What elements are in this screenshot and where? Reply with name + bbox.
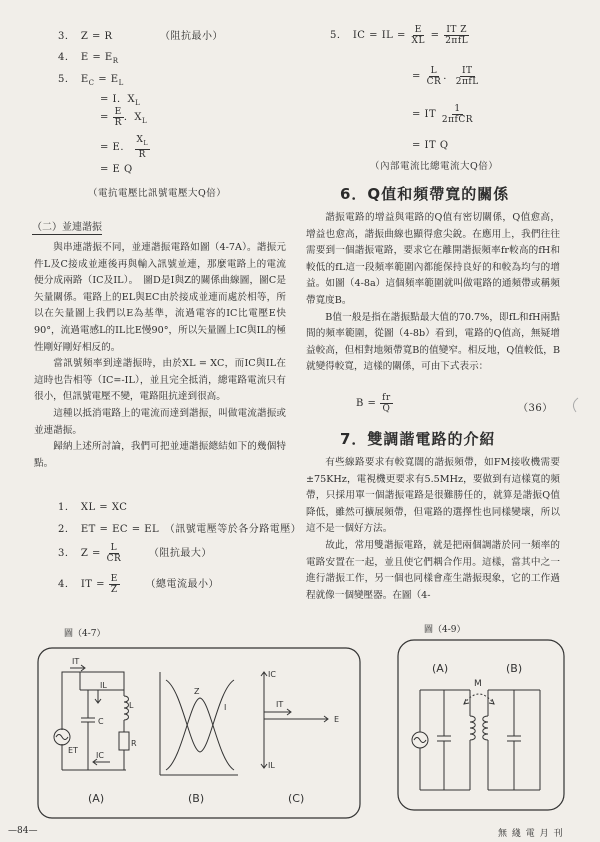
eq5a-text: 5． E (58, 74, 89, 85)
left-source-wave (414, 738, 426, 743)
fig49-label-b: (B) (506, 662, 523, 675)
label-z: Z (194, 687, 200, 696)
resistor (119, 732, 129, 750)
eq3-note: （阻抗最小） (160, 31, 223, 42)
formula-number: （36） (518, 403, 553, 414)
fig49-label-a: (A) (432, 662, 449, 675)
section6-heading: 6．Q值和頻帶寬的關係 (340, 185, 510, 203)
r2-pre: = (412, 71, 421, 82)
r2-den1: CR (426, 77, 442, 87)
fig49-circuit (412, 690, 540, 790)
fig49-caption: 圖（4-9） (424, 625, 466, 635)
eq-note-voltage: （電抗電壓比訊號電壓大Q倍） (88, 188, 227, 199)
r3-pre: = IT (412, 109, 437, 120)
list-item-2: 2． ET = EC = EL （訊號電壓等於各分路電壓） (58, 524, 302, 535)
eq5b-sub: L (135, 99, 141, 107)
eq5d-num-sub: L (143, 139, 148, 147)
eq5c-num: E (114, 107, 122, 117)
r1-den1: XL (411, 36, 425, 46)
section7-para2: 故此，常用雙諧振電路，就是把兩個調諧於同一頻率的電路安置在一起，並且使它們耦合作用。這樣，當其中之一進行諧振工作，另一個也同樣會產生諧振現象，它的工作過程就像一個變壓器。在圖（4- (306, 539, 560, 601)
eq5d-num-x: X (136, 135, 144, 145)
label-vil: IL (268, 761, 275, 770)
r2-num2: IT (461, 66, 473, 76)
section2-para1: 與串連諧振不同，並連諧振電路如圖（4-7A）。諧振元件L及C接成並連後再與輸入訊號並連，那麼電路上的電流便分成兩路（IC及IL）。 圖D是I與Z的關係曲線圖，圖C是矢量關係。電路上的EL與EC由於接成並連而處於相等，所以在矢量圖上我們以E為基準，流過電容的IC比電壓E快90°，流過電感L的IL比E慢90°，所以矢量圖上IC與IL的極性剛好剛好相反的。 (34, 242, 286, 353)
list3-den: CR (106, 554, 122, 564)
r1-num1: E (414, 25, 422, 35)
r3-den: 2πfCR (441, 115, 474, 125)
label-vit: IT (276, 700, 284, 709)
r1-den2: 2πfL (445, 36, 469, 46)
section2-heading: （二）並連諧振 (32, 218, 102, 235)
label-panel-a: (A) (88, 792, 105, 805)
list4-den: Z (110, 585, 118, 595)
label-ve: E (334, 715, 340, 724)
section7-heading: 7．雙調諧電路的介紹 (340, 430, 496, 448)
r3-num: 1 (454, 104, 461, 114)
eq5c-post: ．X (123, 112, 142, 123)
section7-para1: 有些線路要求有較寬闊的諧振頻帶，如FM接收機需要±75KHz，電視機更要求有5.5MHz，要做到有這樣寬的頻帶，只採用單一個諧振電路是很難勝任的，就算是諧振Q值降低，雖然可擴展頻帶，但電路的選擇性也同樣變壞，所以這不是一個好方法。 (306, 457, 560, 535)
r1-eq: = (430, 30, 440, 41)
eq5e: = E Q (100, 164, 133, 175)
r2-dot: ． (443, 71, 454, 82)
eq5a-sub1: C (88, 79, 95, 87)
section2-para3: 這種以抵消電路上的電流而達到諧振，叫做電流諧振或並連諧振。 (34, 407, 286, 436)
label-l: L (129, 701, 134, 710)
margin-mark (573, 398, 578, 412)
list3-note: （阻抗最大） (148, 548, 212, 559)
eq5c-sub: L (141, 117, 148, 125)
section2-para4: 歸納上述所討論，我們可把並連諧振總結如下的幾個特點。 (34, 441, 286, 469)
r2-num1: L (430, 66, 438, 76)
label-il: IL (100, 681, 107, 690)
section6-para1: 諧振電路的增益與電路的Q值有密切關係，Q值愈高，增益也愈高，諧振曲線也顯得愈尖銳。在應用上，我們往往需要到一個諧振電路，要求它在離開諧振頻率fr較高的fH和較低的fL這一段頻率範圍內都能保持良好的和較為均勻的增益。如圖（4-8a）這個頻率範圍就叫做電路的通頻帶或稱頻帶寬度B。 (306, 212, 560, 306)
source-wave (56, 735, 68, 740)
list4-num: E (110, 574, 118, 584)
formula-pre: B = (356, 398, 377, 409)
list3-pre: 3． Z = (58, 548, 101, 559)
eq4-text: 4． E = E (58, 52, 113, 63)
eq5d-pre: = E． (100, 141, 131, 153)
inductor-coil (124, 696, 129, 720)
eq5b-text: = I．X (100, 94, 136, 105)
label-r: R (131, 739, 137, 748)
fig49-frame (398, 640, 564, 810)
eq3-text: 3． Z = R (58, 31, 113, 42)
left-coil (470, 716, 475, 740)
list4-pre: 4． IT = (58, 579, 106, 590)
r1-pre: 5． IC = IL = (330, 30, 406, 41)
label-et: ET (68, 746, 78, 755)
section2-para2: 當訊號頻率到達諧振時，由於XL = XC，而IC與IL在這時也告相等（IC=-IL），並且完全抵消，總電路電流只有很小，但訊號電壓不變，電路阻抗達到很高。 (34, 358, 286, 403)
fig47-caption: 圖（4-7） (64, 629, 106, 639)
fig47-circuit-a (54, 665, 129, 770)
list-item-1: 1． XL = XC (58, 502, 128, 513)
fig47-vectors-c (261, 672, 328, 768)
label-i: I (224, 703, 227, 712)
curve-i (166, 680, 234, 752)
list3-num: L (110, 543, 118, 553)
eq5a-mid: = E (94, 74, 119, 85)
eq-note-current: （內部電流比總電流大Q倍） (370, 161, 499, 172)
page-number: —84— (8, 826, 38, 836)
fig49-label-m: M (474, 679, 482, 689)
right-coil (483, 716, 488, 740)
label-c: C (98, 717, 104, 726)
coupling-arc (464, 694, 494, 704)
label-panel-b: (B) (188, 792, 205, 805)
label-panel-c: (C) (288, 792, 305, 805)
label-vic: IC (268, 670, 276, 679)
eq4-sub: R (112, 57, 119, 65)
eq5c-den: R (114, 118, 122, 128)
eq5a-sub2: L (118, 79, 124, 87)
r1-num2: IT Z (446, 25, 468, 35)
wire-top (62, 672, 124, 730)
journal-name: 無 綫 電 月 刊 (498, 829, 564, 839)
eq5c-pre: = (100, 112, 109, 123)
label-it: IT (72, 657, 80, 666)
coupling-head-l (464, 699, 469, 704)
label-ic: IC (96, 751, 104, 760)
list4-note: （總電流最小） (145, 579, 219, 590)
eq-r4: = IT Q (412, 140, 449, 151)
section6-para2: B值一般是指在諧振點最大值的70.7%，即fL和fH兩點間的頻率範圍，從圖（4-8b）看到，電路的Q值高，無疑增益較高，但相對地頻帶寬B的值變窄。相反地，Q值較低，B就變得較寬，這樣的關係，可由下式表示： (306, 311, 560, 373)
formula-den: Q (382, 404, 391, 414)
eq5d-den: R (138, 149, 146, 160)
r2-den2: 2πfL (455, 77, 479, 87)
formula-num: fr (382, 393, 391, 403)
